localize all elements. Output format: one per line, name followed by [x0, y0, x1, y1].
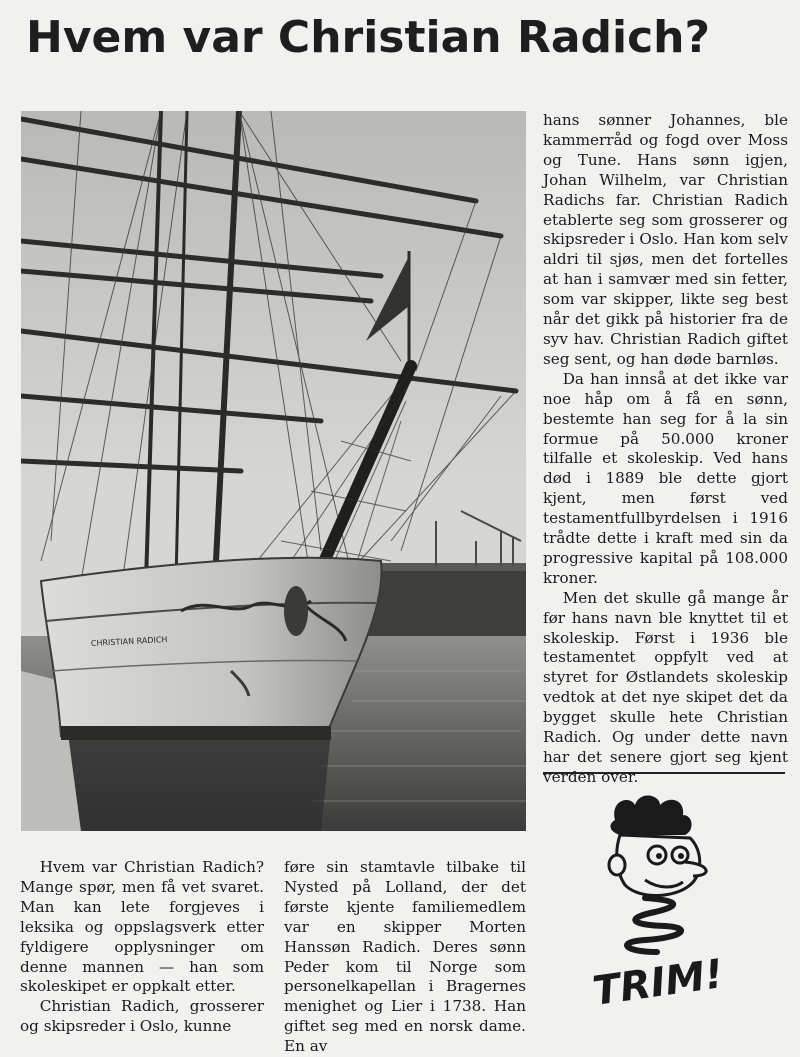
hull-name-text: CHRISTIAN RADICH [90, 634, 168, 648]
paragraph: Hvem var Christian Radich? Mange spør, men få vet svaret. Man kan lete forgjeves i leksika og oppslagsverk etter fyldigere opplysninger om denne mannen — han som skoleskipet er oppkalt etter. [20, 858, 264, 996]
paragraph: Christian Radich, grosserer og skipsreder i Oslo, kunne [20, 997, 264, 1036]
paragraph: Da han innså at det ikke var noe håp om å få en sønn, bestemte han seg for å la sin formue på 50.000 kroner tilfalle et skoleskip. Ved hans død i 1889 ble dette gjort kjent, men først ved testamentfullbyrdelsen i 1916 trådte dette i kraft med sin da progressive kapital på 108.000 kroner. [543, 369, 788, 587]
ship-photo [21, 111, 526, 831]
paragraph: føre sin stamtavle tilbake til Nysted på Lolland, der det første kjente familiemedlem var en skipper Morten Hanssøn Radich. Deres sønn Peder kom til Norge som personelkapellan i Bragernes menighet og Lier i 1738. Han giftet seg med en norsk dame. En av [284, 858, 526, 1056]
article-column-middle [284, 858, 526, 1057]
article-column-right [543, 111, 788, 788]
paragraph: hans sønner Johannes, ble kammerråd og fogd over Moss og Tune. Hans sønn igjen, Johan Wilhelm, var Christian Radichs far. Christian Radich etablerte seg som grosserer og skipsreder i Oslo. Han kom selv aldri til sjøs, men det fortelles at han i samvær med sin fetter, som var skipper, likte seg best når det gikk på historier fra de syv hav. Christian Radich giftet seg sent, og han døde barnløs. [543, 111, 788, 368]
paragraph: Men det skulle gå mange år før hans navn ble knyttet til et skoleskip. Først i 1936 ble testamentet oppfylt ved at styret for Østlandets skoleskip vedtok at det nye skipet det da bygget skulle hete Christian Radich. Og under dette navn har det senere gjort seg kjent verden over. [543, 588, 788, 786]
trim-text: TRIM! [589, 951, 727, 1015]
article-headline: Hvem var Christian Radich? [26, 12, 711, 63]
article-column-left [20, 858, 264, 1037]
column-divider-rule [543, 772, 785, 774]
trim-mascot-logo [585, 790, 735, 1030]
